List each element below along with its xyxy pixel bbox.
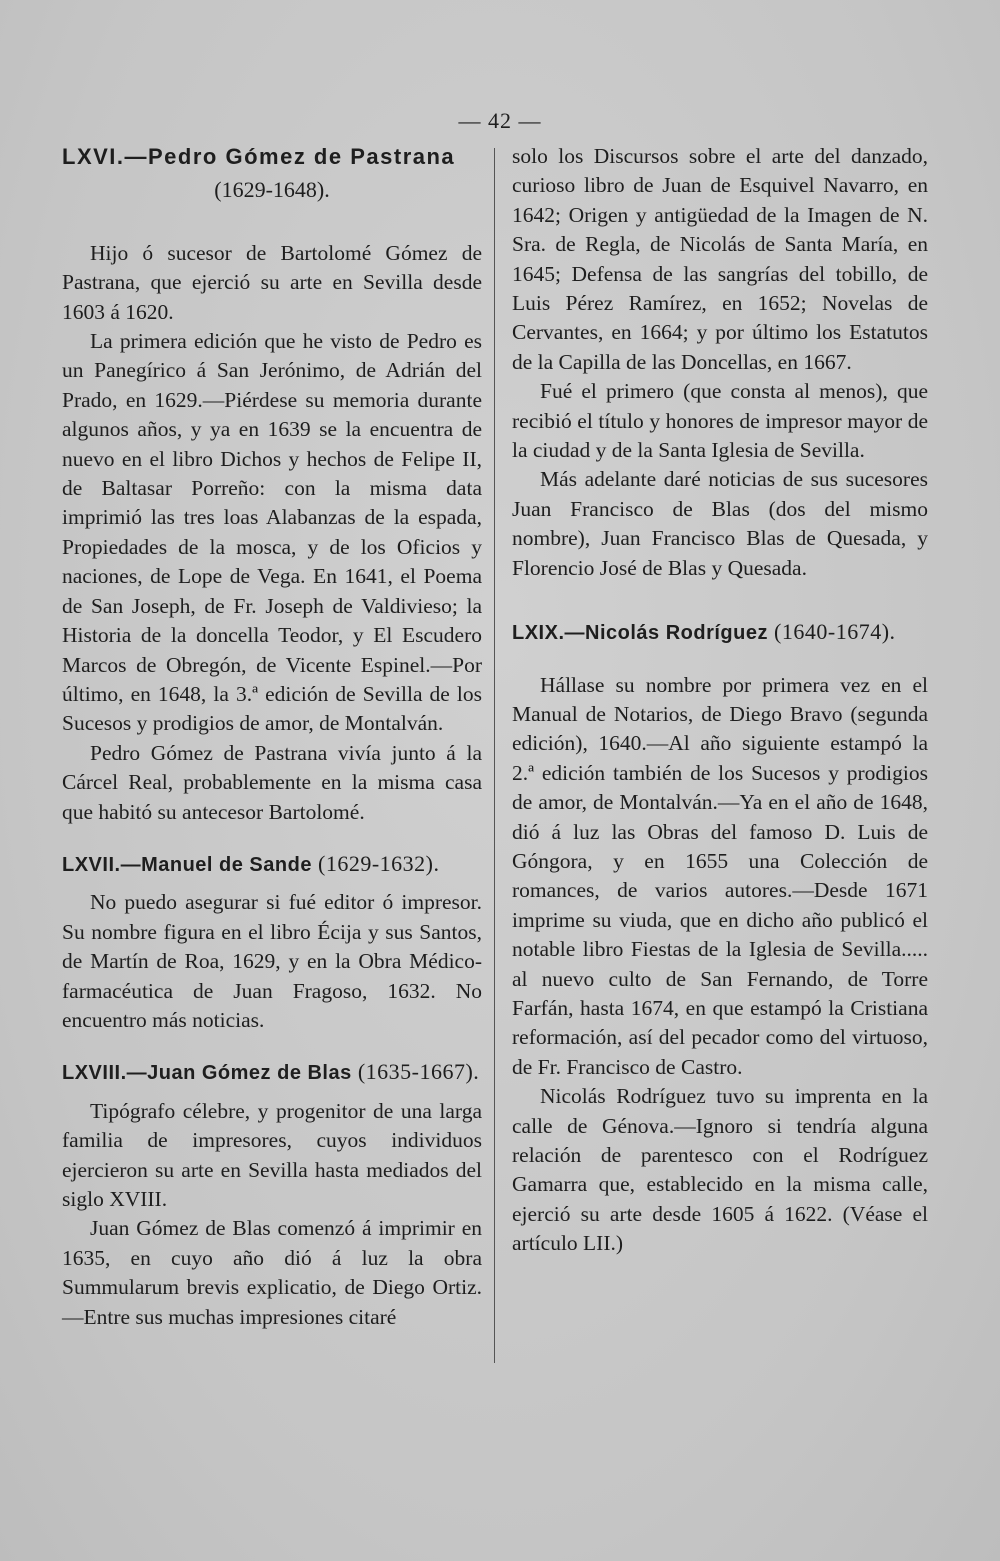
entry-heading-lxvii <box>62 849 482 880</box>
entry-title-lxviii: LXVIII.—Juan Gómez de Blas <box>62 1062 352 1085</box>
paragraph: Nicolás Rodríguez tuvo su imprenta en la calle de Génova.—Ignoro si tendría alguna relación de parentesco con el Rodríguez Gamarra que, establecido en la misma calle, ejerció su arte desde 1605 á 1622. (Véase el artículo LII.) <box>512 1084 928 1256</box>
paragraph: solo los Discursos sobre el arte del danzado, curioso libro de Juan de Esquivel Navarro, en 1642; Origen y antigüedad de la Imagen de N. Sra. de Regla, de Nicolás de Santa María, en 1645; Defensa de las sangrías del tobillo, de Luis Pérez Ramírez, en 1652; Novelas de Cervantes, en 1664; y por último los Estatutos de la Capilla de las Doncellas, en 1667. <box>512 144 928 374</box>
paragraph: Hállase su nombre por primera vez en el Manual de Notarios, de Diego Bravo (segunda edición), 1640.—Al año siguiente estampó la 2.ª edición también de los Sucesos y prodigios de amor, de Montalván.—Ya en el año de 1648, dió á luz las Obras del famoso D. Luis de Góngora, y en 1655 una Colección de romances, de varios autores.—Desde 1671 imprime su viuda, que en dicho año publicó el notable libro Fiestas de la Iglesia de Sevilla..... al nuevo culto de San Fernando, de Torre Farfán, hasta 1674, en que estampó la Cristiana reformación, así del pecador como del virtuoso, de Fr. Francisco de Castro. <box>512 672 928 1079</box>
paragraph: No puedo asegurar si fué editor ó impresor. Su nombre figura en el libro Écija y sus Santos, de Martín de Roa, 1629, y en la Obra Médico-farmacéutica de Juan Fragoso, 1632. No encuentro más noticias. <box>62 890 482 1032</box>
paragraph: Tipógrafo célebre, y progenitor de una larga familia de impresores, cuyos individuos ejercieron su arte en Sevilla hasta mediados del siglo XVIII. <box>62 1098 482 1211</box>
paragraph: Fué el primero (que consta al menos), que recibió el título y honores de impresor mayor de la ciudad y de la Santa Iglesia de Sevilla. <box>512 379 928 463</box>
entry-title-lxix: LXIX.—Nicolás Rodríguez <box>512 622 768 645</box>
entry-dates-lxviii: (1635-1667). <box>357 1059 480 1085</box>
left-column <box>62 142 482 1332</box>
entry-dates-lxvi: (1629-1648). <box>214 177 330 203</box>
paragraph: Pedro Gómez de Pastrana vivía junto á la Cárcel Real, probablemente en la misma casa que habitó su antecesor Bartolomé. <box>62 740 482 824</box>
page-number: — 42 — <box>458 108 542 133</box>
entry-dates-lxvii: (1629-1632). <box>318 850 440 876</box>
entry-dates-lxix: (1640-1674). <box>774 619 896 645</box>
column-divider <box>494 148 495 1363</box>
paragraph: La primera edición que he visto de Pedro es un Panegírico á San Jerónimo, de Adrián del Prado, en 1629.—Piérdese su memoria durante algunos años, y ya en 1639 se la encuentra de nuevo en el libro Dichos y hechos de Felipe II, de Baltasar Porreño: con la misma data imprimió las tres loas Alabanzas de la espada, Propiedades de la mosca, y de los Oficios y naciones, de Lope de Vega. En 1641, el Poema de San Joseph, de Fr. Joseph de Valdivieso; la Historia de la doncella Teodor, y El Escudero Marcos de Obregón, de Vicente Espinel.—Por último, en 1648, la 3.ª edición de Sevilla de los Sucesos y prodigios de amor, de Montalván. <box>62 329 482 736</box>
paragraph: Juan Gómez de Blas comenzó á imprimir en 1635, en cuyo año dió á luz la obra Summularum brevis explicatio, de Diego Ortiz.—Entre sus muchas impresiones citaré <box>62 1216 482 1329</box>
entry-title-lxvii: LXVII.—Manuel de Sande <box>62 853 312 876</box>
right-column <box>512 142 928 1259</box>
paragraph: Hijo ó sucesor de Bartolomé Gómez de Pastrana, que ejerció su arte en Sevilla desde 1603 á 1620. <box>62 240 482 324</box>
entry-heading-lxvi: LXVI.—Pedro Gómez de Pastrana <box>62 144 456 169</box>
paragraph: Más adelante daré noticias de sus sucesores Juan Francisco de Blas (dos del mismo nombre), Juan Francisco Blas de Quesada, y Florencio José de Blas y Quesada. <box>512 467 928 580</box>
entry-heading-lxviii <box>62 1057 482 1088</box>
entry-heading-lxix <box>512 617 928 648</box>
